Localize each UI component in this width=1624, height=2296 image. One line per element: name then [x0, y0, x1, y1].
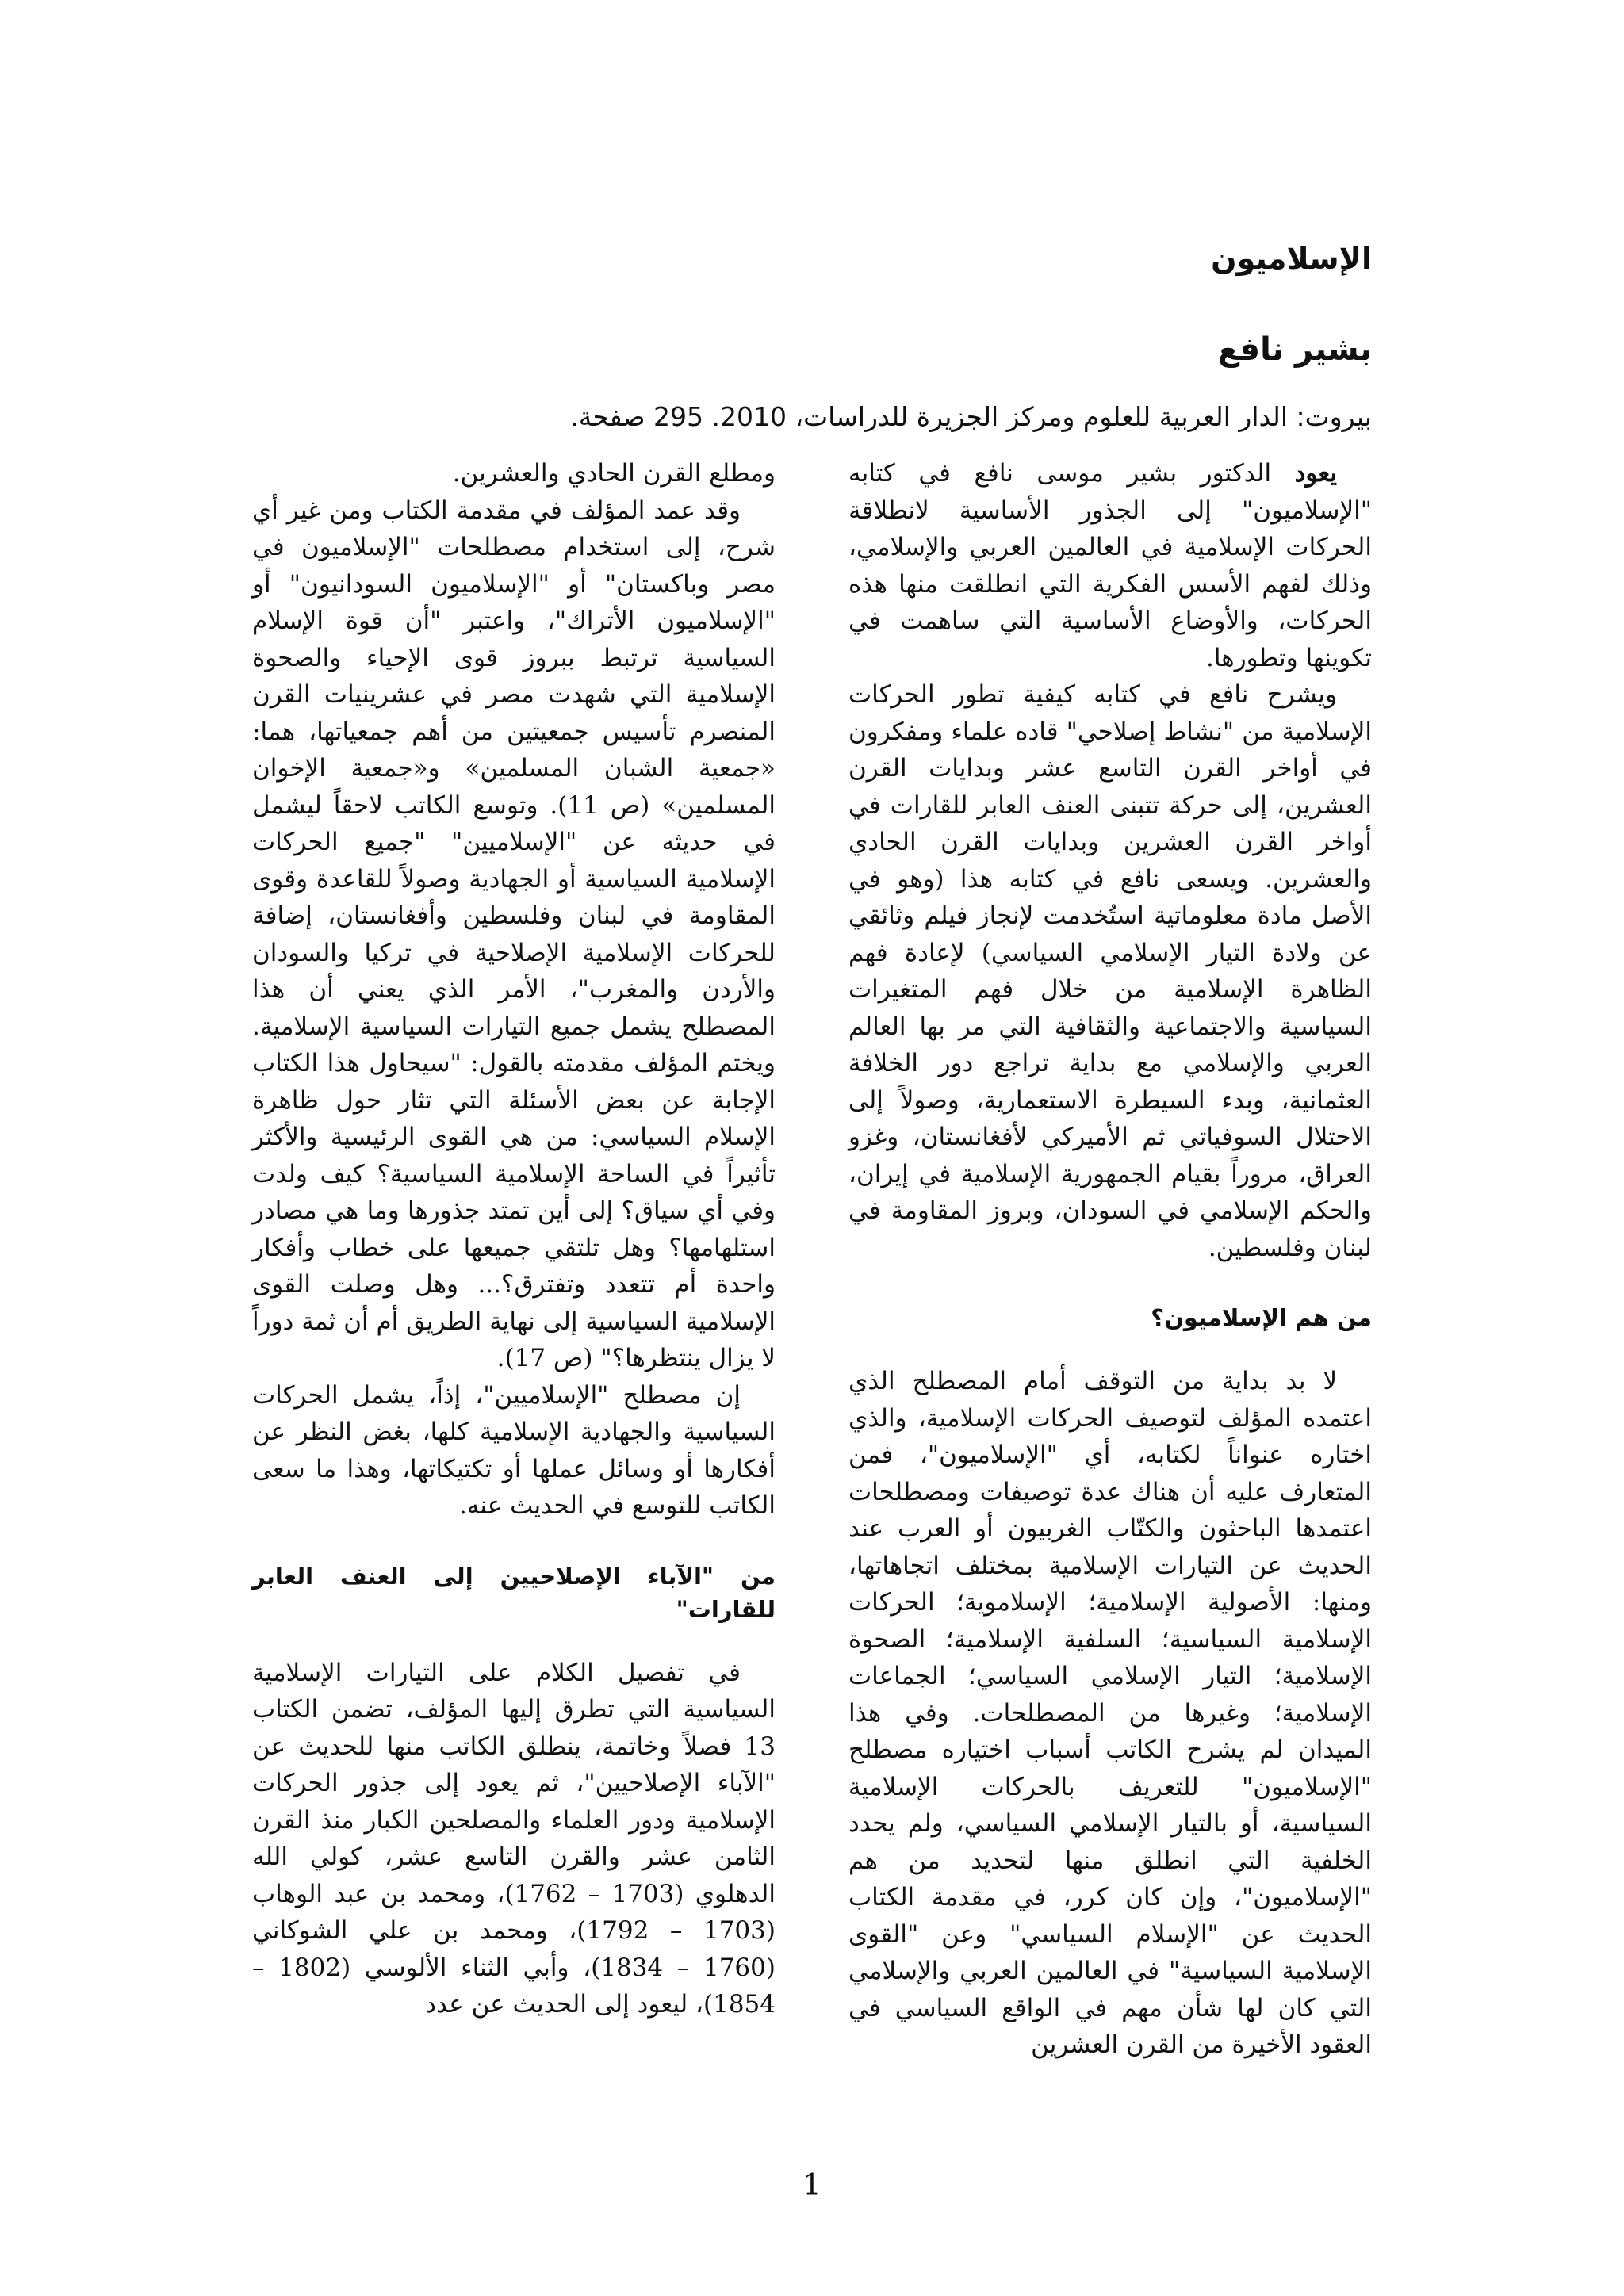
author-name: بشير نافع	[1217, 331, 1372, 368]
paragraph-6: في تفصيل الكلام على التيارات الإسلامية السياسية التي تطرق إليها المؤلف، تضمن الكتاب 13 فصلاً وخاتمة، ينطلق الكاتب منها للحديث عن "الآباء الإصلاحيين"، ثم يعود إلى جذور الحركات الإسلامية ودور العلماء والمصلحين الكبار منذ القرن الثامن عشر والقرن التاسع عشر، كولي الله الدهلوي (1703 – 1762)، ومحمد بن عبد الوهاب (1703 – 1792)، ومحمد بن علي الشوكاني (1760 – 1834)، وأبي الثناء الألوسي (1802 – 1854)، ليعود إلى الحديث عن عدد	[252, 1658, 776, 2019]
page-number: 1	[802, 2169, 822, 2202]
paragraph-2: ويشرح نافع في كتابه كيفية تطور الحركات الإسلامية من "نشاط إصلاحي" قاده علماء ومفكرون في أواخر القرن التاسع عشر وبدايات القرن العشرين، إلى حركة تتبنى العنف العابر للقارات في أواخر القرن العشرين وبدايات القرن الحادي والعشرين. ويسعى نافع في كتابه هذا (وهو في الأصل مادة معلوماتية استُخدمت لإنجاز فيلم وثائقي عن ولادة التيار الإسلامي السياسي) لإعادة فهم الظاهرة الإسلامية من خلال فهم المتغيرات السياسية والاجتماعية والثقافية التي مر بها العالم العربي والإسلامي مع بداية تراجع دور الخلافة العثمانية، وبدء السيطرة الاستعمارية، وصولاً إلى الاحتلال السوفياتي ثم الأميركي لأفغانستان، وغزو العراق، مروراً بقيام الجمهورية الإسلامية في إيران، والحكم الإسلامي في السودان، وبروز المقاومة في لبنان وفلسطين.	[848, 680, 1372, 1262]
paragraph-continuation: ومطلع القرن الحادي والعشرين.	[452, 459, 776, 488]
publication-info: بيروت: الدار العربية للعلوم ومركز الجزيرة للدراسات، 2010. 295 صفحة.	[570, 401, 1372, 432]
section-heading-2: من "الآباء الإصلاحيين إلى العنف العابر للقارات"	[252, 1562, 776, 1623]
intro-paragraph-text: الدكتور بشير موسى نافع في كتابه "الإسلاميون" إلى الجذور الأساسية لانطلاقة الحركات الإسلامية في العالمين العربي والإسلامي، وذلك لفهم الأسس الفكرية التي انطلقت منها هذه الحركات، والأوضاع الأساسية التي ساهمت في تكوينها وتطورها.	[848, 459, 1372, 672]
right-column	[848, 455, 1372, 2064]
left-column	[252, 455, 776, 2023]
paragraph-3: لا بد بداية من التوقف أمام المصطلح الذي اعتمده المؤلف لتوصيف الحركات الإسلامية، والذي اختاره عنواناً لكتابه، أي "الإسلاميون"، فمن المتعارف عليه أن هناك عدة توصيفات ومصطلحات اعتمدها الباحثون والكتّاب الغربيون أو العرب عند الحديث عن التيارات الإسلامية بمختلف اتجاهاتها، ومنها: الأصولية الإسلامية؛ الإسلاموية؛ الحركات الإسلامية السياسية؛ السلفية الإسلامية؛ الصحوة الإسلامية؛ التيار الإسلامي السياسي؛ الجماعات الإسلامية؛ وغيرها من المصطلحات. وفي هذا الميدان لم يشرح الكاتب أسباب اختياره مصطلح "الإسلاميون" للتعريف بالحركات الإسلامية السياسية، أو بالتيار الإسلامي السياسي، ولم يحدد الخلفية التي انطلق منها لتحديد من هم "الإسلاميون"، وإن كان كرر، في مقدمة الكتاب الحديث عن "الإسلام السياسي" وعن "القوى الإسلامية السياسية" في العالمين العربي والإسلامي التي كان لها شأن مهم في الواقع السياسي في العقود الأخيرة من القرن العشرين	[848, 1367, 1372, 2059]
paragraph-5: إن مصطلح "الإسلاميين"، إذاً، يشمل الحركات السياسية والجهادية الإسلامية كلها، بغض النظر عن أفكارها أو وسائل عملها أو تكتيكاتها، وهذا ما سعى الكاتب للتوسع في الحديث عنه.	[252, 1380, 776, 1520]
paragraph-4: وقد عمد المؤلف في مقدمة الكتاب ومن غير أي شرح، إلى استخدام مصطلحات "الإسلاميون في مصر وباكستان" أو "الإسلاميون السودانيون" أو "الإسلاميون الأتراك"، واعتبر "أن قوة الإسلام السياسية ترتبط ببروز قوى الإحياء والصحوة الإسلامية التي شهدت مصر في عشرينيات القرن المنصرم تأسيس جمعيتين من أهم جمعياتها، هما: «جمعية الشبان المسلمين» و«جمعية الإخوان المسلمين» (ص 11). وتوسع الكاتب لاحقاً ليشمل في حديثه عن "الإسلاميين" "جميع الحركات الإسلامية السياسية أو الجهادية وصولاً للقاعدة وقوى المقاومة في لبنان وفلسطين وأفغانستان، إضافة للحركات الإسلامية الإصلاحية في تركيا والسودان والأردن والمغرب"، الأمر الذي يعني أن هذا المصطلح يشمل جميع التيارات السياسية الإسلامية. ويختم المؤلف مقدمته بالقول: "سيحاول هذا الكتاب الإجابة عن بعض الأسئلة التي تثار حول ظاهرة الإسلام السياسي: من هي القوى الرئيسية والأكثر تأثيراً في الساحة الإسلامية السياسية؟ كيف ولدت وفي أي سياق؟ إلى أين تمتد جذورها وما هي مصادر استلهامها؟ وهل تلتقي جميعها على خطاب وأفكار واحدة أم تتعدد وتفترق؟... وهل وصلت القوى الإسلامية السياسية إلى نهاية الطريق أم أن ثمة دوراً لا يزال ينتظرها؟" (ص 17).	[252, 496, 776, 1372]
intro-paragraph	[848, 455, 1372, 676]
intro-lead-word: يعود	[1294, 459, 1337, 488]
section-heading-1: من هم الإسلاميون؟	[1151, 1304, 1372, 1331]
book-title: الإسلاميون	[1211, 241, 1372, 276]
